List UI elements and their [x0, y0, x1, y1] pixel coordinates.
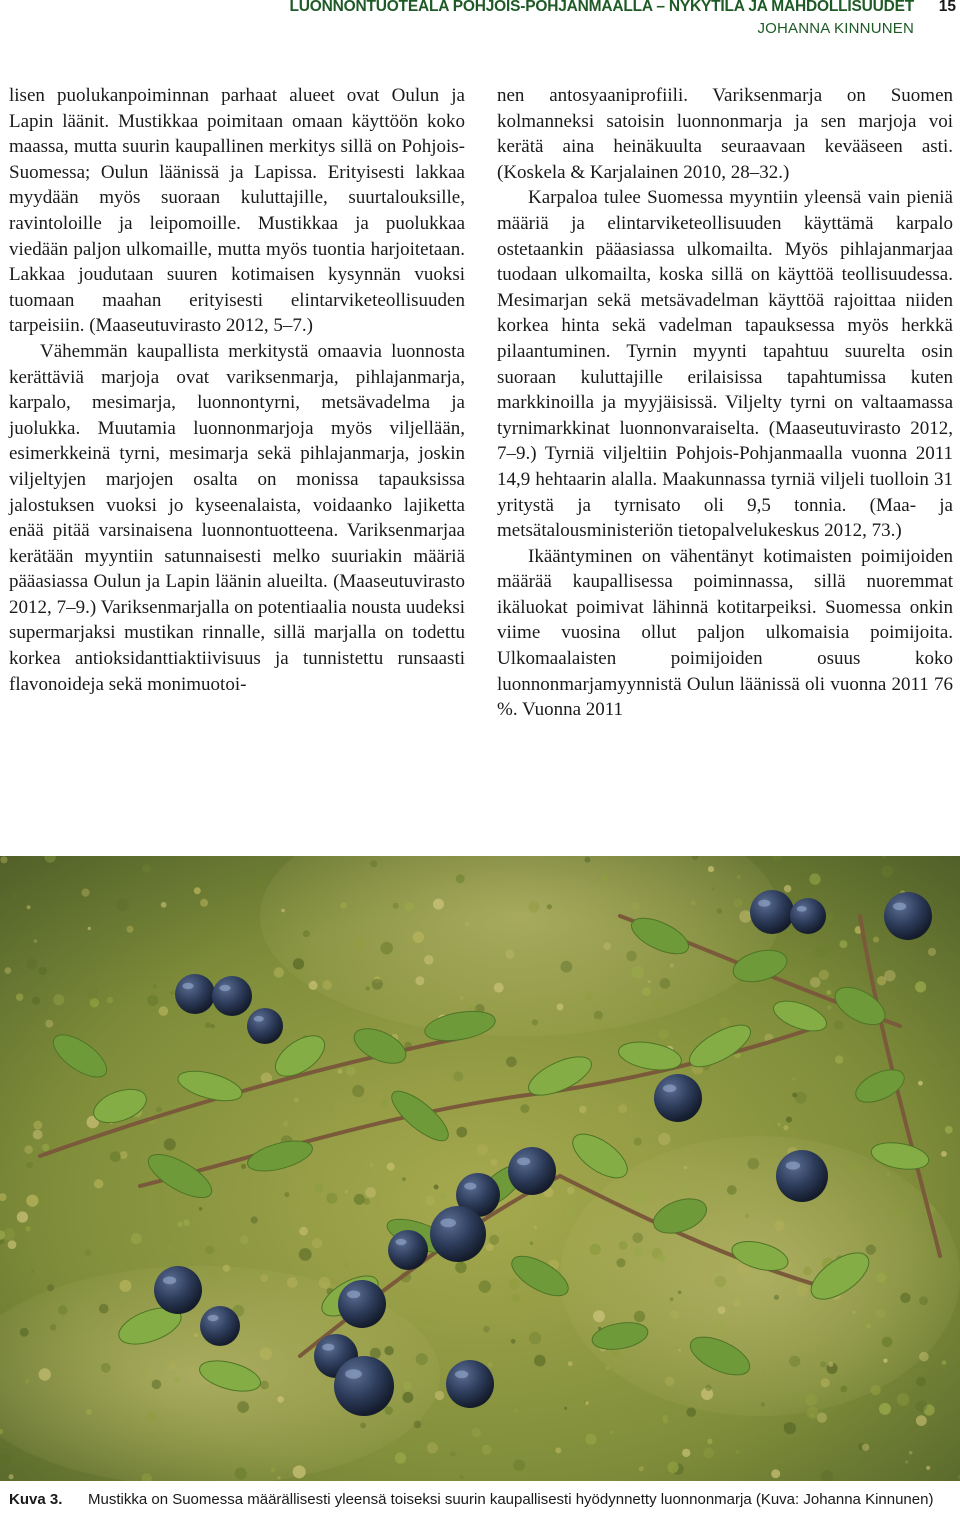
blueberry: [884, 892, 932, 940]
right-column: [497, 83, 953, 723]
right-paragraph-2: Karpaloa tulee Suomessa myyntiin yleensä vain pieniä määriä ja elintarviketeollisuuden käyttämä karpalo ostetaankin pääasiassa ulkomailta. Myös pihlajanmarjaa tuodaan ulkomailta, koska sillä on käyttöä teollisuudessa. Mesimarjan sekä metsävadelman käyttöä rajoittaa niiden korkea hinta sekä vadelman tapauksessa myös herkkä pilaantuminen. Tyrnin myynti tapahtuu suurelta osin suoraan kuluttajille erilaisissa tapahtumissa kuten markkinoilla ja myyjäisissä. Viljelty tyrni on valtaamassa tyrnimarkkinat luonnonvaraiselta. (Maaseutuvirasto 2012, 7–9.) Tyrniä viljeltiin Pohjois-Pohjanmaalla vuonna 2011 14,9 hehtaarin alalla. Maakunnassa tyrniä viljeli tuolloin 31 yritystä ja tyrnisato oli 9,5 tonnia. (Maa- ja metsätalousministeriön tietopalvelukeskus 2012, 73.): [497, 187, 953, 542]
figure-caption-text: Mustikka on Suomessa määrällisesti yleensä toiseksi suurin kaupallisesti hyödynnetty luonnonmarja (Kuva: Johanna Kinnunen): [88, 1491, 934, 1508]
blueberry-highlight: [219, 985, 230, 991]
left-paragraph-2: Vähemmän kaupallista merkitystä omaavia luonnosta kerättäviä marjoja ovat variksenmarja, pihlajanmarja, karpalo, mesimarja, luonnontyrni, metsävadelma ja juolukka. Muutamia luonnonmarjoja myös viljellään, esimerkkeinä tyrni, mesimarja sekä pihlajanmarja, joskin viljeltyjen marjojen osalta on monissa tapauksissa jalostuksen vuoksi jo kyseenalaista, voidaanko lajiketta enää pitää varsinaisena luonnontuotteena. Variksenmarjaa kerätään myyntiin satunnaisesti melko suuriakin määriä pääasiassa Oulun ja Lapin läänin alueilta. (Maaseutuvirasto 2012, 7–9.) Variksenmarjalla on potentiaalia nousta uudeksi supermarjaksi mustikan rinnalle, sillä marjalla on todettu korkea antioksidanttiaktiivisuus ja tunnistettu runsaasti flavonoideja sekä monimuotoi-: [9, 340, 465, 695]
page-number: 15: [938, 0, 956, 15]
blueberry: [338, 1280, 386, 1328]
blueberry: [212, 976, 252, 1016]
blueberry-highlight: [455, 1371, 468, 1379]
blueberry-highlight: [163, 1277, 176, 1285]
blueberry-highlight: [893, 903, 906, 911]
blueberry: [446, 1360, 494, 1408]
blueberry-highlight: [517, 1158, 530, 1166]
blueberry-highlight: [464, 1183, 476, 1190]
left-column: [9, 83, 465, 697]
blueberry: [388, 1230, 428, 1270]
blueberry-highlight: [254, 1016, 264, 1022]
blueberry-highlight: [663, 1085, 676, 1093]
blueberry-highlight: [786, 1161, 801, 1169]
blueberry: [654, 1074, 702, 1122]
blueberry: [200, 1306, 240, 1346]
blueberry: [790, 898, 826, 934]
right-paragraph-3: Ikääntyminen on vähentänyt kotimaisten poimijoiden määrää kaupallisessa poiminnassa, sillä nuoremmat ikäluokat poimivat lähinnä kotitarpeiksi. Suomessa onkin viime vuosina ollut paljon ulkomaisia poimijoita. Ulkomaalaisten poimijoiden osuus koko luonnonmarjamyynnistä Oulun läänissä oli vuonna 2011 76 %. Vuonna 2011: [497, 545, 953, 721]
blueberry-highlight: [322, 1344, 334, 1351]
blueberry-highlight: [440, 1218, 456, 1227]
blueberry: [175, 974, 215, 1014]
blueberry-illustration: [0, 856, 960, 1481]
blueberry: [430, 1206, 486, 1262]
left-paragraph-1: lisen puolukanpoiminnan parhaat alueet ovat Oulun ja Lapin läänit. Mustikkaa poimitaan omaan käyttöön koko maassa, mutta suurin kaupallinen merkitys sillä on Pohjois-Suomessa; Oulun läänissä ja Lapissa. Erityisesti lakkaa myydään myös suoraan kuluttajille, suurtalouksille, ravintoloille ja leipomoille. Mustikkaa ja puolukkaa viedään paljon ulkomaille, mutta myös tuontia harjoitetaan. Lakkaa joudutaan suuren kotimaisen kysynnän vuoksi tuomaan maahan erityisesti elintarviketeollisuuden tarpeisiin. (Maaseutuvirasto 2012, 5–7.): [9, 85, 465, 337]
blueberry: [154, 1266, 202, 1314]
blueberry-highlight: [797, 906, 807, 912]
blueberry: [750, 890, 794, 934]
blueberry-highlight: [345, 1369, 362, 1379]
blueberry: [334, 1356, 394, 1416]
blueberry: [247, 1008, 283, 1044]
blueberry-highlight: [395, 1239, 406, 1245]
blueberry: [776, 1150, 828, 1202]
blueberry-highlight: [182, 983, 193, 989]
blueberry-highlight: [758, 900, 770, 907]
figure-label: Kuva 3.: [9, 1491, 63, 1508]
blueberry: [508, 1147, 556, 1195]
running-head-author: JOHANNA KINNUNEN: [757, 20, 914, 37]
blueberry-highlight: [347, 1291, 360, 1299]
blueberry-highlight: [207, 1315, 218, 1321]
blueberry-photo: [0, 856, 960, 1481]
running-head-title: LUONNONTUOTEALA POHJOIS-POHJANMAALLA – NYKYTILA JA MAHDOLLISUUDET: [289, 0, 914, 15]
right-paragraph-1: nen antosyaaniprofiili. Variksenmarja on Suomen kolmanneksi satoisin luonnonmarja ja sen marjoja voi kerätä aina heinäkuulta seuraavaan kevääseen asti. (Koskela & Karjalainen 2010, 28–32.): [497, 85, 953, 183]
